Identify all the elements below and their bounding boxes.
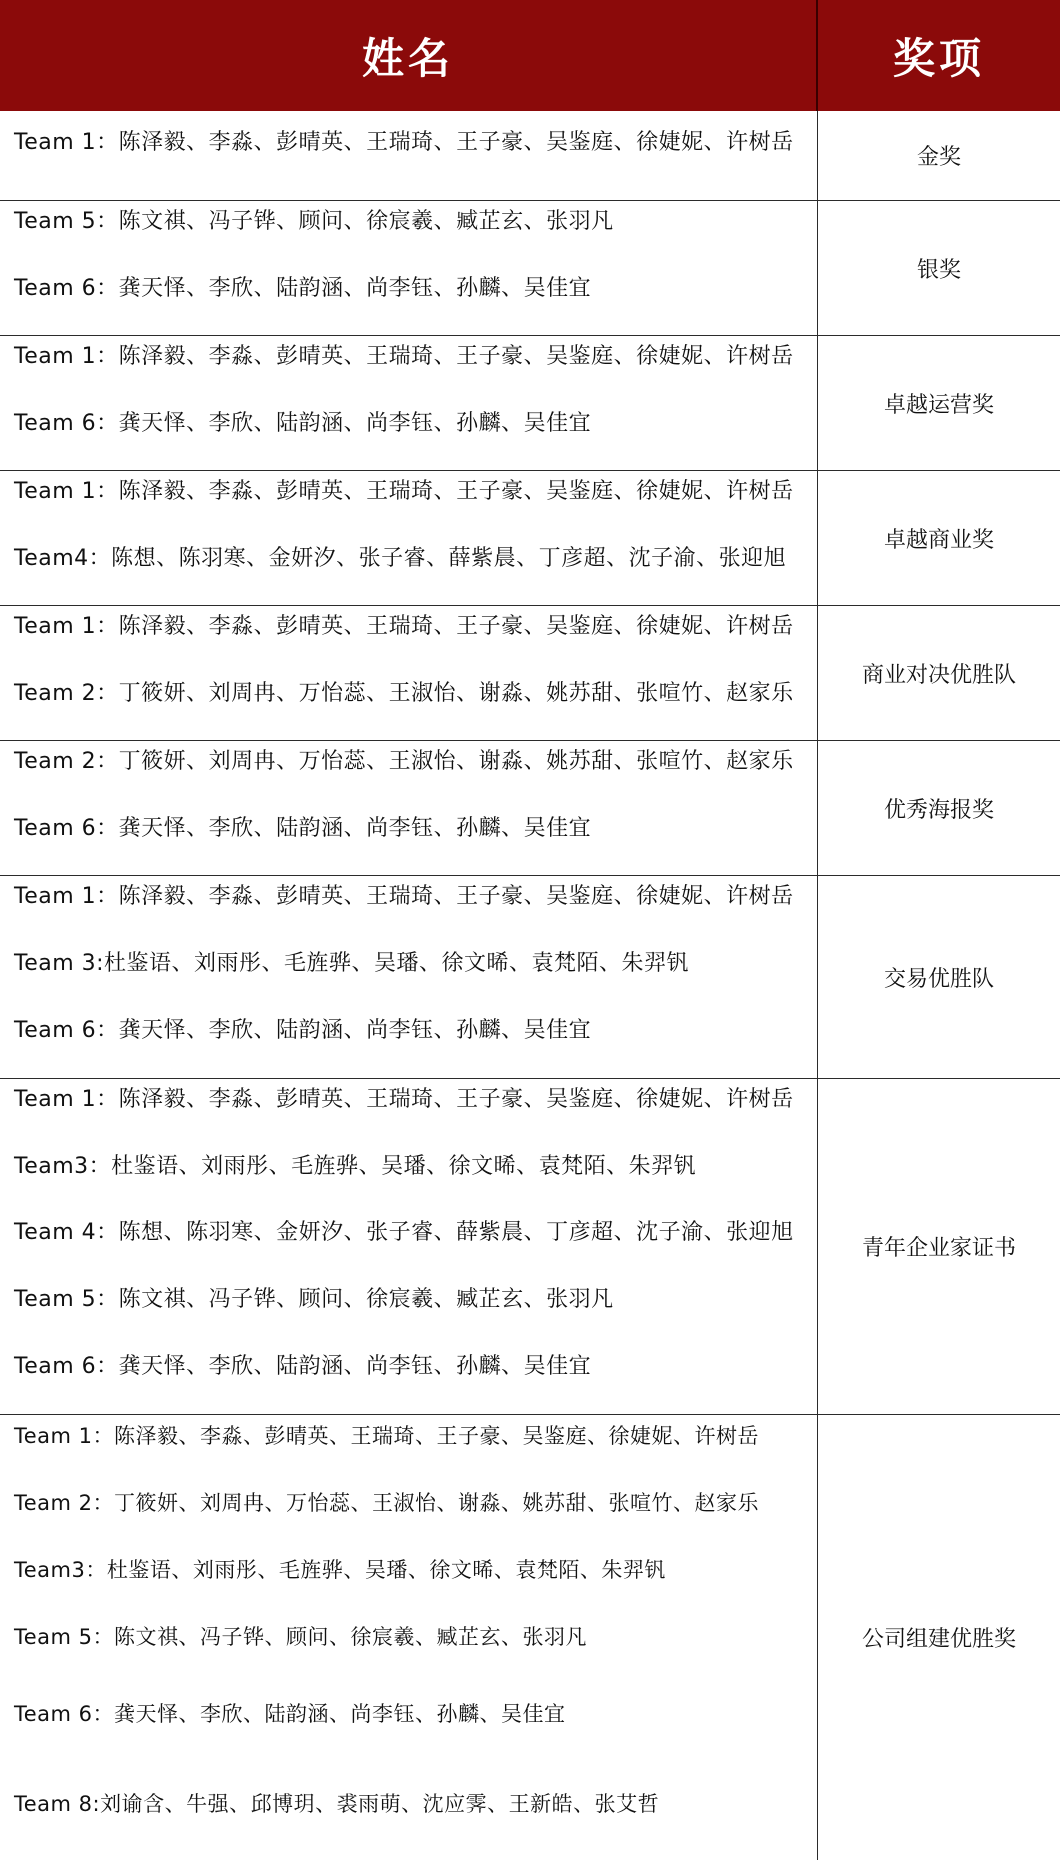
team-line: Team 6：龚天怿、李欣、陆韵涵、尚李钰、孙麟、吴佳宜 bbox=[14, 276, 592, 301]
header-award-cell: 奖项 bbox=[892, 33, 985, 83]
award-cell: 银奖 bbox=[916, 257, 961, 283]
table-row bbox=[0, 471, 1060, 606]
team-line: Team 2：丁筱妍、刘周冉、万怡蕊、王淑怡、谢淼、姚苏甜、张喧竹、赵家乐 bbox=[14, 681, 794, 706]
award-cell: 交易优胜队 bbox=[883, 966, 994, 992]
team-line: Team 1：陈泽毅、李淼、彭晴英、王瑞琦、王子豪、吴鉴庭、徐婕妮、许树岳 bbox=[14, 614, 794, 639]
team-line: Team 5：陈文祺、冯子铧、顾问、徐宸羲、臧芷玄、张羽凡 bbox=[14, 1625, 588, 1649]
names-cell bbox=[0, 741, 818, 875]
names-cell bbox=[0, 876, 818, 1078]
table-row bbox=[0, 1079, 1060, 1415]
award-cell: 青年企业家证书 bbox=[861, 1236, 1016, 1261]
table-row bbox=[0, 1415, 1060, 1860]
names-cell bbox=[0, 1079, 818, 1414]
award-cell: 商业对决优胜队 bbox=[861, 662, 1016, 688]
names-cell bbox=[0, 606, 818, 740]
names-cell bbox=[0, 336, 818, 470]
team-line: Team 6：龚天怿、李欣、陆韵涵、尚李钰、孙麟、吴佳宜 bbox=[14, 1702, 566, 1726]
team-line: Team 5：陈文祺、冯子铧、顾问、徐宸羲、臧芷玄、张羽凡 bbox=[14, 1287, 614, 1312]
award-cell: 金奖 bbox=[916, 145, 961, 170]
team-line: Team 6：龚天怿、李欣、陆韵涵、尚李钰、孙麟、吴佳宜 bbox=[14, 411, 592, 436]
table-row bbox=[0, 111, 1060, 201]
names-cell bbox=[0, 111, 818, 200]
team-line: Team4：陈想、陈羽寒、金妍汐、张子睿、薛紫晨、丁彦超、沈子渝、张迎旭 bbox=[14, 546, 787, 571]
names-cell bbox=[0, 201, 818, 335]
names-cell bbox=[0, 471, 818, 605]
team-line: Team 8:刘谕含、牛强、邱博玥、裘雨萌、沈应霁、王新皓、张艾哲 bbox=[14, 1792, 660, 1816]
team-line: Team 5：陈文祺、冯子铧、顾问、徐宸羲、臧芷玄、张羽凡 bbox=[14, 209, 614, 234]
team-line: Team3：杜鉴语、刘雨彤、毛旌骅、吴璠、徐文晞、袁梵陌、朱羿钒 bbox=[14, 1558, 666, 1582]
team-line: Team 1：陈泽毅、李淼、彭晴英、王瑞琦、王子豪、吴鉴庭、徐婕妮、许树岳 bbox=[14, 479, 794, 504]
team-line: Team 1：陈泽毅、李淼、彭晴英、王瑞琦、王子豪、吴鉴庭、徐婕妮、许树岳 bbox=[14, 884, 794, 909]
award-cell: 公司组建优胜奖 bbox=[861, 1627, 1016, 1652]
header-name-cell: 姓名 bbox=[0, 0, 818, 111]
table-row bbox=[0, 336, 1060, 471]
table-header bbox=[0, 0, 1060, 111]
team-line: Team 2：丁筱妍、刘周冉、万怡蕊、王淑怡、谢淼、姚苏甜、张喧竹、赵家乐 bbox=[14, 1491, 760, 1515]
table-row bbox=[0, 741, 1060, 876]
team-line: Team 6：龚天怿、李欣、陆韵涵、尚李钰、孙麟、吴佳宜 bbox=[14, 1354, 592, 1379]
award-cell: 优秀海报奖 bbox=[883, 797, 994, 823]
names-cell bbox=[0, 1415, 818, 1860]
team-line: Team 1：陈泽毅、李淼、彭晴英、王瑞琦、王子豪、吴鉴庭、徐婕妮、许树岳 bbox=[14, 130, 794, 155]
team-line: Team 2：丁筱妍、刘周冉、万怡蕊、王淑怡、谢淼、姚苏甜、张喧竹、赵家乐 bbox=[14, 749, 794, 774]
team-line: Team 1：陈泽毅、李淼、彭晴英、王瑞琦、王子豪、吴鉴庭、徐婕妮、许树岳 bbox=[14, 1087, 794, 1112]
team-line: Team 1：陈泽毅、李淼、彭晴英、王瑞琦、王子豪、吴鉴庭、徐婕妮、许树岳 bbox=[14, 344, 794, 369]
team-line: Team 3:杜鉴语、刘雨彤、毛旌骅、吴璠、徐文晞、袁梵陌、朱羿钒 bbox=[14, 951, 690, 976]
table-row bbox=[0, 876, 1060, 1079]
award-cell: 卓越运营奖 bbox=[883, 392, 994, 418]
team-line: Team 6：龚天怿、李欣、陆韵涵、尚李钰、孙麟、吴佳宜 bbox=[14, 816, 592, 841]
team-line: Team3：杜鉴语、刘雨彤、毛旌骅、吴璠、徐文晞、袁梵陌、朱羿钒 bbox=[14, 1154, 697, 1179]
award-cell: 卓越商业奖 bbox=[883, 527, 994, 553]
team-line: Team 6：龚天怿、李欣、陆韵涵、尚李钰、孙麟、吴佳宜 bbox=[14, 1018, 592, 1043]
team-line: Team 1：陈泽毅、李淼、彭晴英、王瑞琦、王子豪、吴鉴庭、徐婕妮、许树岳 bbox=[14, 1424, 760, 1448]
team-line: Team 4：陈想、陈羽寒、金妍汐、张子睿、薛紫晨、丁彦超、沈子渝、张迎旭 bbox=[14, 1220, 794, 1245]
table-row bbox=[0, 606, 1060, 741]
table-row bbox=[0, 201, 1060, 336]
